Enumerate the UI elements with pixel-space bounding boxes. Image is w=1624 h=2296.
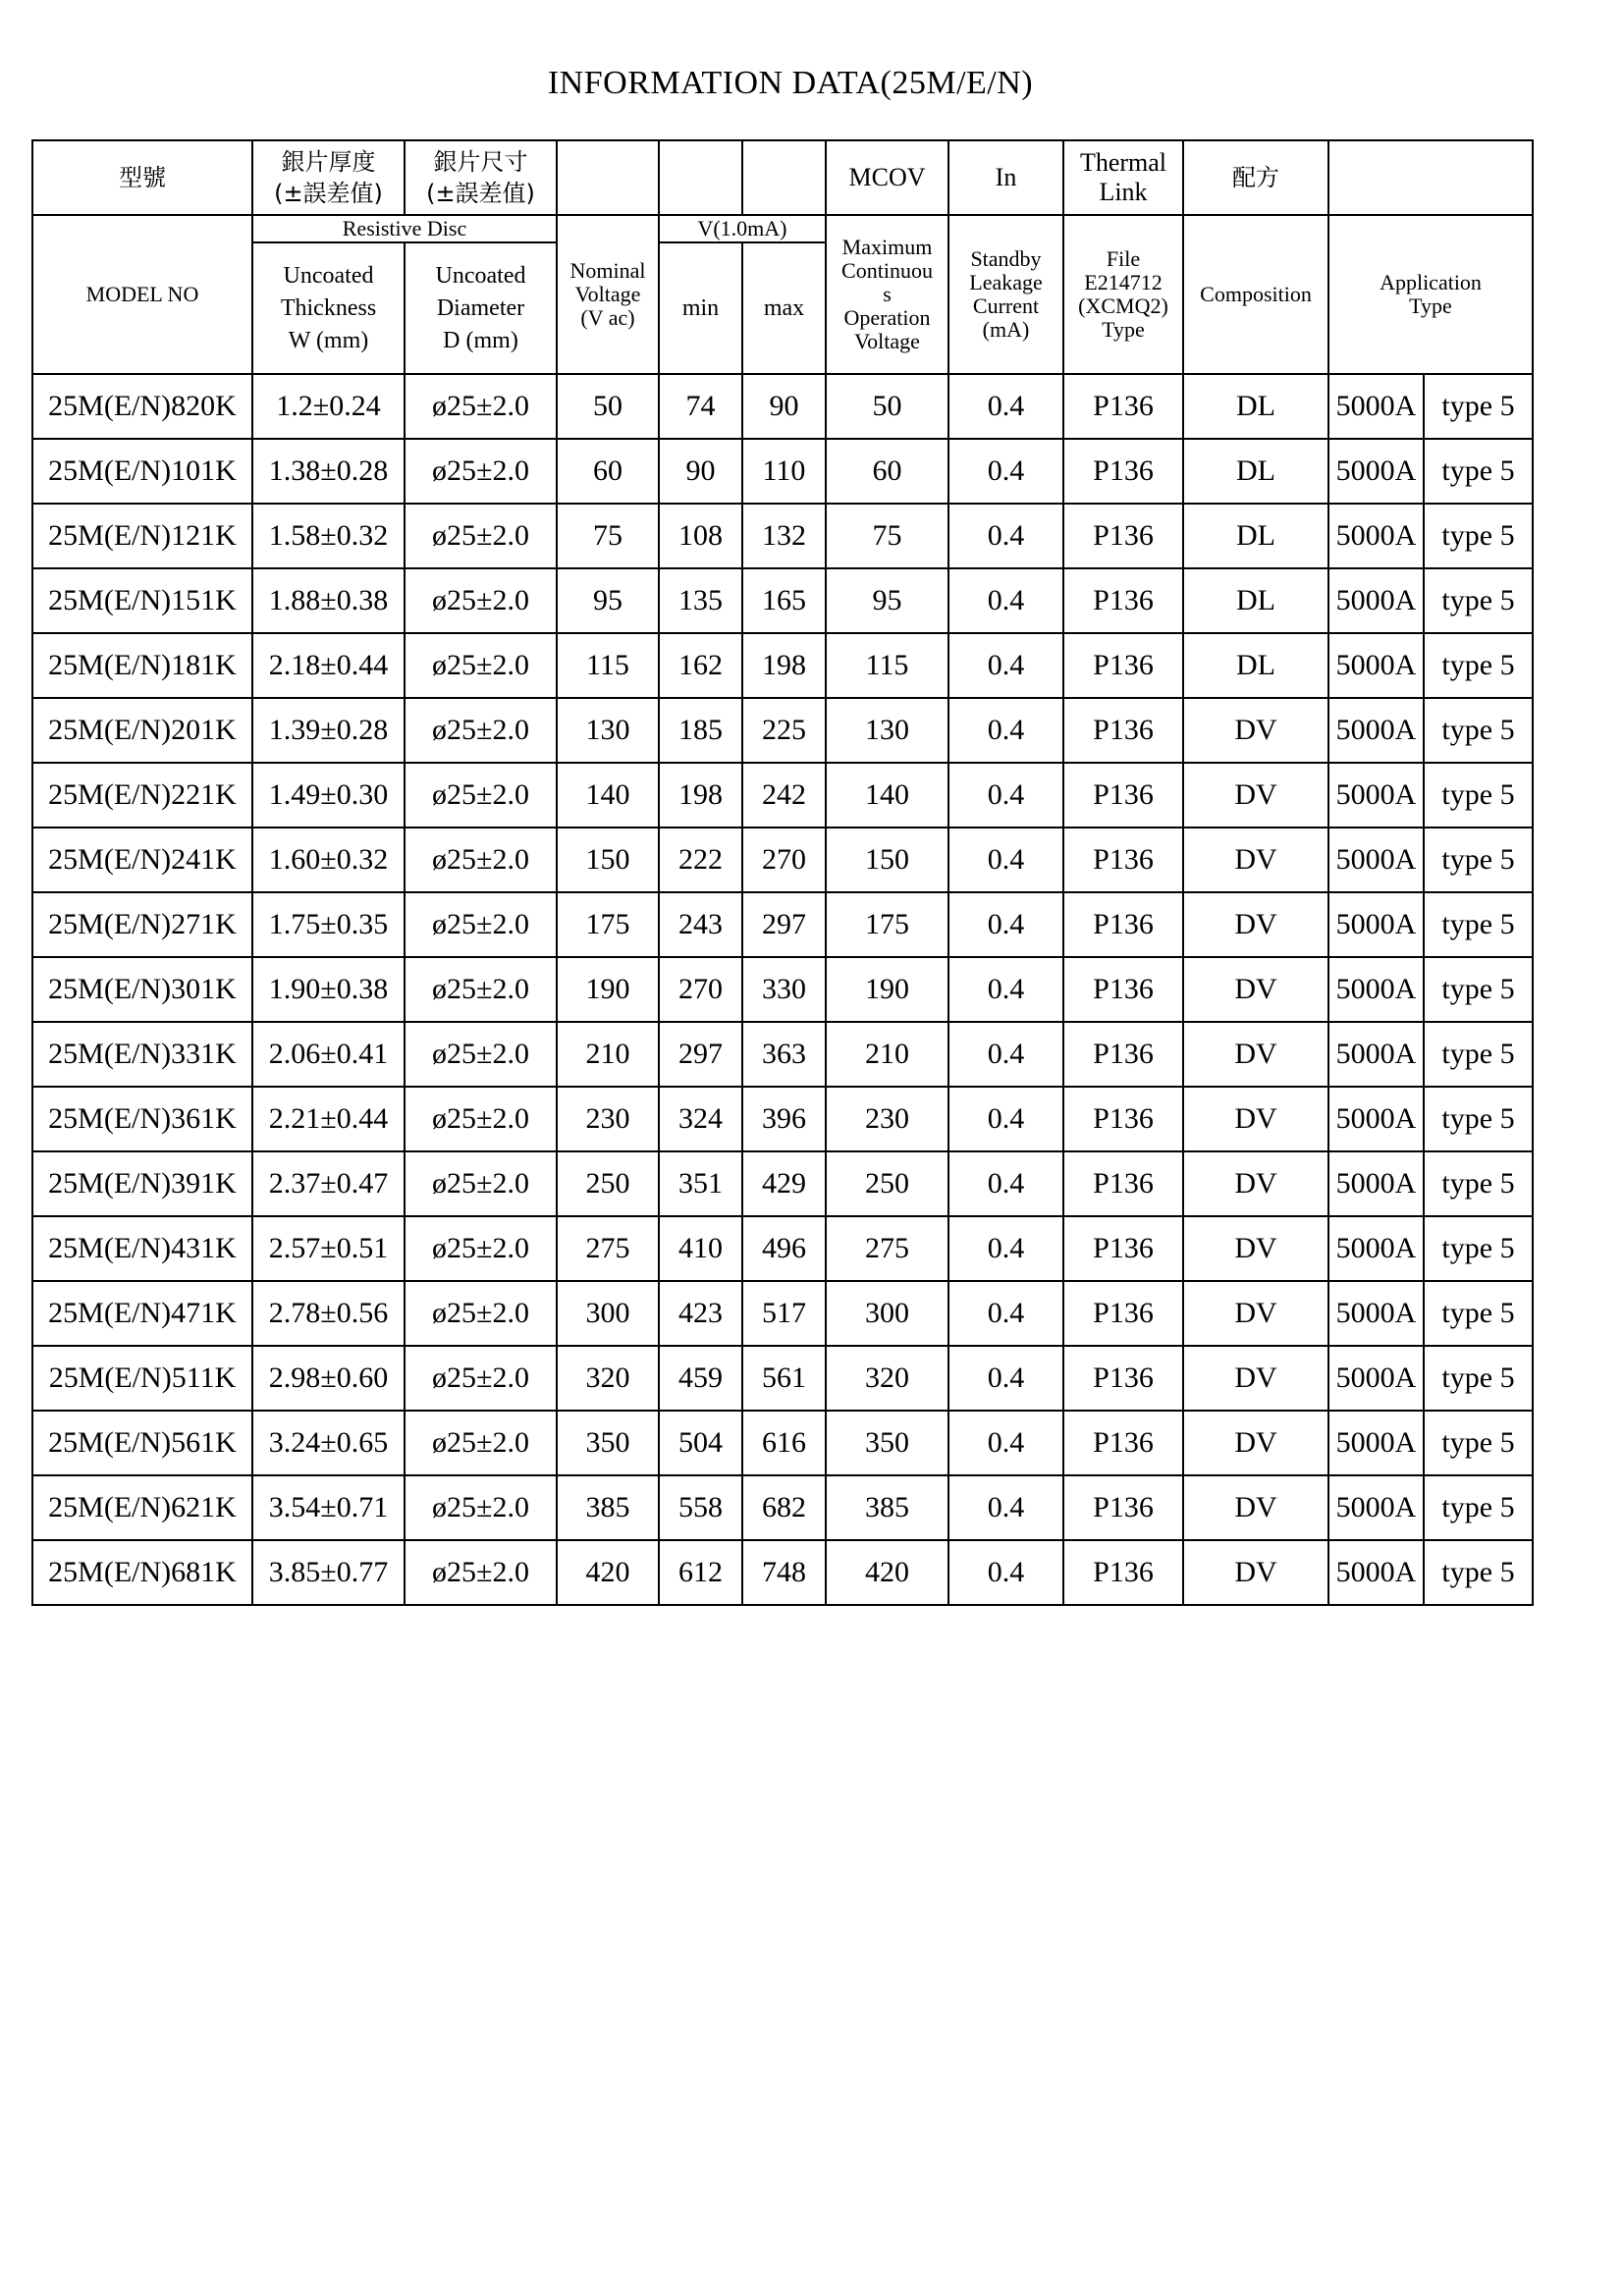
cell-model: 25M(E/N)471K bbox=[32, 1281, 252, 1346]
cell-current: 5000A bbox=[1328, 957, 1424, 1022]
header-diameter: Uncoated Diameter D (mm) bbox=[405, 242, 557, 374]
cell-v-max: 561 bbox=[742, 1346, 826, 1411]
cell-thermal-link: P136 bbox=[1063, 374, 1183, 439]
cell-app-type: type 5 bbox=[1424, 1281, 1533, 1346]
cell-thermal-link: P136 bbox=[1063, 763, 1183, 828]
cell-nominal-v: 250 bbox=[557, 1151, 659, 1216]
cell-v-min: 162 bbox=[659, 633, 742, 698]
cell-app-type: type 5 bbox=[1424, 763, 1533, 828]
cell-leakage: 0.4 bbox=[948, 892, 1063, 957]
cell-mcov: 50 bbox=[826, 374, 948, 439]
cell-leakage: 0.4 bbox=[948, 374, 1063, 439]
cell-v-max: 496 bbox=[742, 1216, 826, 1281]
cell-thermal-link: P136 bbox=[1063, 1216, 1183, 1281]
cell-thermal-link: P136 bbox=[1063, 1281, 1183, 1346]
cell-leakage: 0.4 bbox=[948, 1411, 1063, 1475]
cell-app-type: type 5 bbox=[1424, 1540, 1533, 1605]
cell-diameter: ø25±2.0 bbox=[405, 568, 557, 633]
header-resistive-disc: Resistive Disc bbox=[252, 215, 557, 242]
cell-diameter: ø25±2.0 bbox=[405, 1411, 557, 1475]
cell-thickness: 2.18±0.44 bbox=[252, 633, 405, 698]
cell-v-min: 198 bbox=[659, 763, 742, 828]
cell-thermal-link: P136 bbox=[1063, 1151, 1183, 1216]
cell-v-max: 165 bbox=[742, 568, 826, 633]
cell-leakage: 0.4 bbox=[948, 1540, 1063, 1605]
cell-nominal-v: 350 bbox=[557, 1411, 659, 1475]
cell-v-max: 242 bbox=[742, 763, 826, 828]
cell-mcov: 250 bbox=[826, 1151, 948, 1216]
cell-thickness: 1.88±0.38 bbox=[252, 568, 405, 633]
header-nominal-blank bbox=[557, 140, 659, 215]
header-standby-current: Standby Leakage Current (mA) bbox=[948, 215, 1063, 374]
cell-thermal-link: P136 bbox=[1063, 828, 1183, 892]
cell-mcov: 60 bbox=[826, 439, 948, 504]
cell-v-max: 517 bbox=[742, 1281, 826, 1346]
cell-nominal-v: 385 bbox=[557, 1475, 659, 1540]
cell-current: 5000A bbox=[1328, 1151, 1424, 1216]
cell-thickness: 2.78±0.56 bbox=[252, 1281, 405, 1346]
cell-app-type: type 5 bbox=[1424, 1022, 1533, 1087]
cell-diameter: ø25±2.0 bbox=[405, 1087, 557, 1151]
cell-nominal-v: 75 bbox=[557, 504, 659, 568]
cell-diameter: ø25±2.0 bbox=[405, 1540, 557, 1605]
cell-mcov: 210 bbox=[826, 1022, 948, 1087]
table-row bbox=[32, 1540, 1533, 1605]
header-thickness-cn: 銀片厚度 (±誤差值) bbox=[252, 140, 405, 215]
cell-thermal-link: P136 bbox=[1063, 1540, 1183, 1605]
cell-nominal-v: 50 bbox=[557, 374, 659, 439]
cell-leakage: 0.4 bbox=[948, 1281, 1063, 1346]
cell-v-max: 297 bbox=[742, 892, 826, 957]
cell-v-min: 459 bbox=[659, 1346, 742, 1411]
cell-v-min: 351 bbox=[659, 1151, 742, 1216]
cell-v-min: 90 bbox=[659, 439, 742, 504]
header-model-no: MODEL NO bbox=[32, 215, 252, 374]
cell-mcov: 115 bbox=[826, 633, 948, 698]
table-row bbox=[32, 374, 1533, 439]
cell-composition: DL bbox=[1183, 633, 1328, 698]
cell-v-max: 748 bbox=[742, 1540, 826, 1605]
cell-diameter: ø25±2.0 bbox=[405, 763, 557, 828]
cell-model: 25M(E/N)561K bbox=[32, 1411, 252, 1475]
table-row bbox=[32, 892, 1533, 957]
cell-v-max: 90 bbox=[742, 374, 826, 439]
cell-mcov: 150 bbox=[826, 828, 948, 892]
header-v-max: max bbox=[742, 242, 826, 374]
cell-thermal-link: P136 bbox=[1063, 957, 1183, 1022]
cell-nominal-v: 230 bbox=[557, 1087, 659, 1151]
header-min-blank bbox=[659, 140, 742, 215]
cell-composition: DV bbox=[1183, 957, 1328, 1022]
cell-thickness: 1.60±0.32 bbox=[252, 828, 405, 892]
cell-v-max: 616 bbox=[742, 1411, 826, 1475]
cell-thermal-link: P136 bbox=[1063, 1346, 1183, 1411]
cell-model: 25M(E/N)301K bbox=[32, 957, 252, 1022]
cell-diameter: ø25±2.0 bbox=[405, 1475, 557, 1540]
cell-composition: DV bbox=[1183, 1216, 1328, 1281]
cell-v-min: 243 bbox=[659, 892, 742, 957]
cell-thermal-link: P136 bbox=[1063, 1022, 1183, 1087]
cell-model: 25M(E/N)151K bbox=[32, 568, 252, 633]
cell-leakage: 0.4 bbox=[948, 698, 1063, 763]
cell-model: 25M(E/N)820K bbox=[32, 374, 252, 439]
cell-composition: DV bbox=[1183, 892, 1328, 957]
cell-v-min: 222 bbox=[659, 828, 742, 892]
cell-leakage: 0.4 bbox=[948, 1022, 1063, 1087]
cell-thickness: 1.2±0.24 bbox=[252, 374, 405, 439]
cell-composition: DV bbox=[1183, 1151, 1328, 1216]
cell-diameter: ø25±2.0 bbox=[405, 957, 557, 1022]
cell-v-max: 330 bbox=[742, 957, 826, 1022]
cell-nominal-v: 95 bbox=[557, 568, 659, 633]
cell-app-type: type 5 bbox=[1424, 633, 1533, 698]
cell-current: 5000A bbox=[1328, 1411, 1424, 1475]
table-body bbox=[32, 374, 1533, 1605]
cell-model: 25M(E/N)241K bbox=[32, 828, 252, 892]
cell-composition: DV bbox=[1183, 698, 1328, 763]
cell-nominal-v: 130 bbox=[557, 698, 659, 763]
table-row bbox=[32, 439, 1533, 504]
cell-nominal-v: 115 bbox=[557, 633, 659, 698]
cell-model: 25M(E/N)681K bbox=[32, 1540, 252, 1605]
cell-diameter: ø25±2.0 bbox=[405, 1022, 557, 1087]
header-application-type: Application Type bbox=[1328, 215, 1533, 374]
cell-app-type: type 5 bbox=[1424, 892, 1533, 957]
varistor-spec-table bbox=[31, 139, 1534, 1606]
cell-mcov: 320 bbox=[826, 1346, 948, 1411]
cell-composition: DV bbox=[1183, 1346, 1328, 1411]
cell-v-min: 324 bbox=[659, 1087, 742, 1151]
cell-composition: DV bbox=[1183, 1475, 1328, 1540]
cell-app-type: type 5 bbox=[1424, 828, 1533, 892]
cell-thickness: 1.75±0.35 bbox=[252, 892, 405, 957]
cell-diameter: ø25±2.0 bbox=[405, 1281, 557, 1346]
cell-v-max: 682 bbox=[742, 1475, 826, 1540]
header-nominal-voltage: Nominal Voltage (V ac) bbox=[557, 215, 659, 374]
cell-mcov: 385 bbox=[826, 1475, 948, 1540]
cell-mcov: 130 bbox=[826, 698, 948, 763]
cell-thickness: 3.24±0.65 bbox=[252, 1411, 405, 1475]
cell-thickness: 2.37±0.47 bbox=[252, 1151, 405, 1216]
cell-thickness: 3.85±0.77 bbox=[252, 1540, 405, 1605]
cell-diameter: ø25±2.0 bbox=[405, 504, 557, 568]
cell-nominal-v: 60 bbox=[557, 439, 659, 504]
cell-mcov: 420 bbox=[826, 1540, 948, 1605]
cell-thickness: 2.21±0.44 bbox=[252, 1087, 405, 1151]
cell-v-min: 410 bbox=[659, 1216, 742, 1281]
cell-composition: DV bbox=[1183, 763, 1328, 828]
cell-leakage: 0.4 bbox=[948, 504, 1063, 568]
cell-current: 5000A bbox=[1328, 1475, 1424, 1540]
cell-composition: DV bbox=[1183, 1087, 1328, 1151]
table-row bbox=[32, 763, 1533, 828]
cell-model: 25M(E/N)271K bbox=[32, 892, 252, 957]
cell-model: 25M(E/N)201K bbox=[32, 698, 252, 763]
cell-leakage: 0.4 bbox=[948, 568, 1063, 633]
cell-app-type: type 5 bbox=[1424, 374, 1533, 439]
cell-v-min: 185 bbox=[659, 698, 742, 763]
cell-leakage: 0.4 bbox=[948, 439, 1063, 504]
cell-mcov: 175 bbox=[826, 892, 948, 957]
cell-mcov: 350 bbox=[826, 1411, 948, 1475]
header-row-groups bbox=[32, 215, 1533, 242]
cell-thickness: 1.58±0.32 bbox=[252, 504, 405, 568]
cell-composition: DV bbox=[1183, 828, 1328, 892]
cell-current: 5000A bbox=[1328, 892, 1424, 957]
cell-nominal-v: 140 bbox=[557, 763, 659, 828]
header-model-cn: 型號 bbox=[32, 140, 252, 215]
cell-nominal-v: 190 bbox=[557, 957, 659, 1022]
cell-model: 25M(E/N)511K bbox=[32, 1346, 252, 1411]
cell-diameter: ø25±2.0 bbox=[405, 828, 557, 892]
cell-v-max: 198 bbox=[742, 633, 826, 698]
cell-leakage: 0.4 bbox=[948, 1151, 1063, 1216]
cell-current: 5000A bbox=[1328, 1022, 1424, 1087]
cell-leakage: 0.4 bbox=[948, 957, 1063, 1022]
cell-diameter: ø25±2.0 bbox=[405, 1216, 557, 1281]
cell-model: 25M(E/N)361K bbox=[32, 1087, 252, 1151]
cell-app-type: type 5 bbox=[1424, 568, 1533, 633]
cell-thickness: 2.06±0.41 bbox=[252, 1022, 405, 1087]
header-application-blank bbox=[1328, 140, 1533, 215]
table-row bbox=[32, 698, 1533, 763]
cell-nominal-v: 320 bbox=[557, 1346, 659, 1411]
cell-mcov: 190 bbox=[826, 957, 948, 1022]
cell-app-type: type 5 bbox=[1424, 1087, 1533, 1151]
cell-leakage: 0.4 bbox=[948, 1087, 1063, 1151]
cell-thermal-link: P136 bbox=[1063, 698, 1183, 763]
cell-model: 25M(E/N)121K bbox=[32, 504, 252, 568]
cell-mcov: 75 bbox=[826, 504, 948, 568]
cell-app-type: type 5 bbox=[1424, 439, 1533, 504]
cell-composition: DV bbox=[1183, 1022, 1328, 1087]
cell-diameter: ø25±2.0 bbox=[405, 374, 557, 439]
cell-leakage: 0.4 bbox=[948, 763, 1063, 828]
table-row bbox=[32, 1216, 1533, 1281]
cell-composition: DL bbox=[1183, 568, 1328, 633]
header-composition: Composition bbox=[1183, 215, 1328, 374]
cell-mcov: 300 bbox=[826, 1281, 948, 1346]
cell-current: 5000A bbox=[1328, 828, 1424, 892]
cell-v-max: 270 bbox=[742, 828, 826, 892]
cell-diameter: ø25±2.0 bbox=[405, 892, 557, 957]
header-mcov-desc: Maximum Continuou s Operation Voltage bbox=[826, 215, 948, 374]
cell-v-min: 108 bbox=[659, 504, 742, 568]
table-row bbox=[32, 1022, 1533, 1087]
cell-nominal-v: 420 bbox=[557, 1540, 659, 1605]
cell-current: 5000A bbox=[1328, 1216, 1424, 1281]
cell-thermal-link: P136 bbox=[1063, 1087, 1183, 1151]
cell-composition: DV bbox=[1183, 1411, 1328, 1475]
cell-app-type: type 5 bbox=[1424, 1346, 1533, 1411]
cell-thermal-link: P136 bbox=[1063, 1411, 1183, 1475]
cell-diameter: ø25±2.0 bbox=[405, 1346, 557, 1411]
cell-v-min: 558 bbox=[659, 1475, 742, 1540]
cell-current: 5000A bbox=[1328, 698, 1424, 763]
cell-v-max: 132 bbox=[742, 504, 826, 568]
cell-mcov: 140 bbox=[826, 763, 948, 828]
cell-leakage: 0.4 bbox=[948, 1346, 1063, 1411]
header-v-min: min bbox=[659, 242, 742, 374]
table-row bbox=[32, 504, 1533, 568]
cell-v-min: 135 bbox=[659, 568, 742, 633]
cell-app-type: type 5 bbox=[1424, 1216, 1533, 1281]
cell-diameter: ø25±2.0 bbox=[405, 439, 557, 504]
cell-v-max: 110 bbox=[742, 439, 826, 504]
cell-mcov: 95 bbox=[826, 568, 948, 633]
cell-mcov: 275 bbox=[826, 1216, 948, 1281]
header-max-blank bbox=[742, 140, 826, 215]
cell-model: 25M(E/N)101K bbox=[32, 439, 252, 504]
header-file-type: File E214712 (XCMQ2) Type bbox=[1063, 215, 1183, 374]
header-thermal-link: Thermal Link bbox=[1063, 140, 1183, 215]
cell-thickness: 1.39±0.28 bbox=[252, 698, 405, 763]
header-row-chinese bbox=[32, 140, 1533, 215]
cell-app-type: type 5 bbox=[1424, 504, 1533, 568]
cell-thermal-link: P136 bbox=[1063, 504, 1183, 568]
cell-v-max: 396 bbox=[742, 1087, 826, 1151]
cell-current: 5000A bbox=[1328, 439, 1424, 504]
cell-app-type: type 5 bbox=[1424, 1411, 1533, 1475]
cell-v-min: 297 bbox=[659, 1022, 742, 1087]
header-mcov: MCOV bbox=[826, 140, 948, 215]
cell-v-min: 423 bbox=[659, 1281, 742, 1346]
cell-composition: DL bbox=[1183, 504, 1328, 568]
header-thickness: Uncoated Thickness W (mm) bbox=[252, 242, 405, 374]
cell-thickness: 3.54±0.71 bbox=[252, 1475, 405, 1540]
cell-v-min: 270 bbox=[659, 957, 742, 1022]
cell-model: 25M(E/N)331K bbox=[32, 1022, 252, 1087]
cell-thermal-link: P136 bbox=[1063, 633, 1183, 698]
cell-v-max: 363 bbox=[742, 1022, 826, 1087]
header-v-range: V(1.0mA) bbox=[659, 215, 826, 242]
cell-thermal-link: P136 bbox=[1063, 568, 1183, 633]
table-row bbox=[32, 1151, 1533, 1216]
cell-thermal-link: P136 bbox=[1063, 1475, 1183, 1540]
cell-app-type: type 5 bbox=[1424, 1151, 1533, 1216]
cell-nominal-v: 175 bbox=[557, 892, 659, 957]
table-row bbox=[32, 1411, 1533, 1475]
cell-leakage: 0.4 bbox=[948, 828, 1063, 892]
cell-thermal-link: P136 bbox=[1063, 892, 1183, 957]
cell-model: 25M(E/N)221K bbox=[32, 763, 252, 828]
cell-thickness: 1.90±0.38 bbox=[252, 957, 405, 1022]
table-row bbox=[32, 1281, 1533, 1346]
cell-model: 25M(E/N)391K bbox=[32, 1151, 252, 1216]
cell-current: 5000A bbox=[1328, 1346, 1424, 1411]
cell-nominal-v: 150 bbox=[557, 828, 659, 892]
cell-thickness: 2.57±0.51 bbox=[252, 1216, 405, 1281]
cell-v-min: 74 bbox=[659, 374, 742, 439]
cell-thickness: 1.38±0.28 bbox=[252, 439, 405, 504]
cell-current: 5000A bbox=[1328, 1281, 1424, 1346]
cell-v-max: 225 bbox=[742, 698, 826, 763]
cell-diameter: ø25±2.0 bbox=[405, 1151, 557, 1216]
cell-leakage: 0.4 bbox=[948, 633, 1063, 698]
cell-thickness: 1.49±0.30 bbox=[252, 763, 405, 828]
cell-diameter: ø25±2.0 bbox=[405, 633, 557, 698]
cell-current: 5000A bbox=[1328, 1087, 1424, 1151]
cell-nominal-v: 275 bbox=[557, 1216, 659, 1281]
cell-nominal-v: 300 bbox=[557, 1281, 659, 1346]
cell-current: 5000A bbox=[1328, 763, 1424, 828]
cell-app-type: type 5 bbox=[1424, 957, 1533, 1022]
cell-composition: DV bbox=[1183, 1281, 1328, 1346]
cell-composition: DV bbox=[1183, 1540, 1328, 1605]
page-title: INFORMATION DATA(25M/E/N) bbox=[547, 65, 1034, 101]
cell-app-type: type 5 bbox=[1424, 698, 1533, 763]
cell-leakage: 0.4 bbox=[948, 1216, 1063, 1281]
table-row bbox=[32, 957, 1533, 1022]
cell-model: 25M(E/N)431K bbox=[32, 1216, 252, 1281]
cell-current: 5000A bbox=[1328, 633, 1424, 698]
cell-v-min: 612 bbox=[659, 1540, 742, 1605]
cell-app-type: type 5 bbox=[1424, 1475, 1533, 1540]
header-diameter-cn: 銀片尺寸 (±誤差值) bbox=[405, 140, 557, 215]
cell-composition: DL bbox=[1183, 439, 1328, 504]
cell-current: 5000A bbox=[1328, 504, 1424, 568]
cell-thermal-link: P136 bbox=[1063, 439, 1183, 504]
table-row bbox=[32, 1087, 1533, 1151]
cell-current: 5000A bbox=[1328, 374, 1424, 439]
cell-thickness: 2.98±0.60 bbox=[252, 1346, 405, 1411]
cell-model: 25M(E/N)181K bbox=[32, 633, 252, 698]
cell-v-max: 429 bbox=[742, 1151, 826, 1216]
cell-diameter: ø25±2.0 bbox=[405, 698, 557, 763]
cell-leakage: 0.4 bbox=[948, 1475, 1063, 1540]
cell-mcov: 230 bbox=[826, 1087, 948, 1151]
cell-nominal-v: 210 bbox=[557, 1022, 659, 1087]
cell-current: 5000A bbox=[1328, 1540, 1424, 1605]
header-composition-cn: 配方 bbox=[1183, 140, 1328, 215]
header-in: In bbox=[948, 140, 1063, 215]
table-row bbox=[32, 828, 1533, 892]
table-row bbox=[32, 568, 1533, 633]
cell-composition: DL bbox=[1183, 374, 1328, 439]
cell-current: 5000A bbox=[1328, 568, 1424, 633]
cell-v-min: 504 bbox=[659, 1411, 742, 1475]
cell-model: 25M(E/N)621K bbox=[32, 1475, 252, 1540]
table-row bbox=[32, 633, 1533, 698]
table-row bbox=[32, 1346, 1533, 1411]
table-row bbox=[32, 1475, 1533, 1540]
